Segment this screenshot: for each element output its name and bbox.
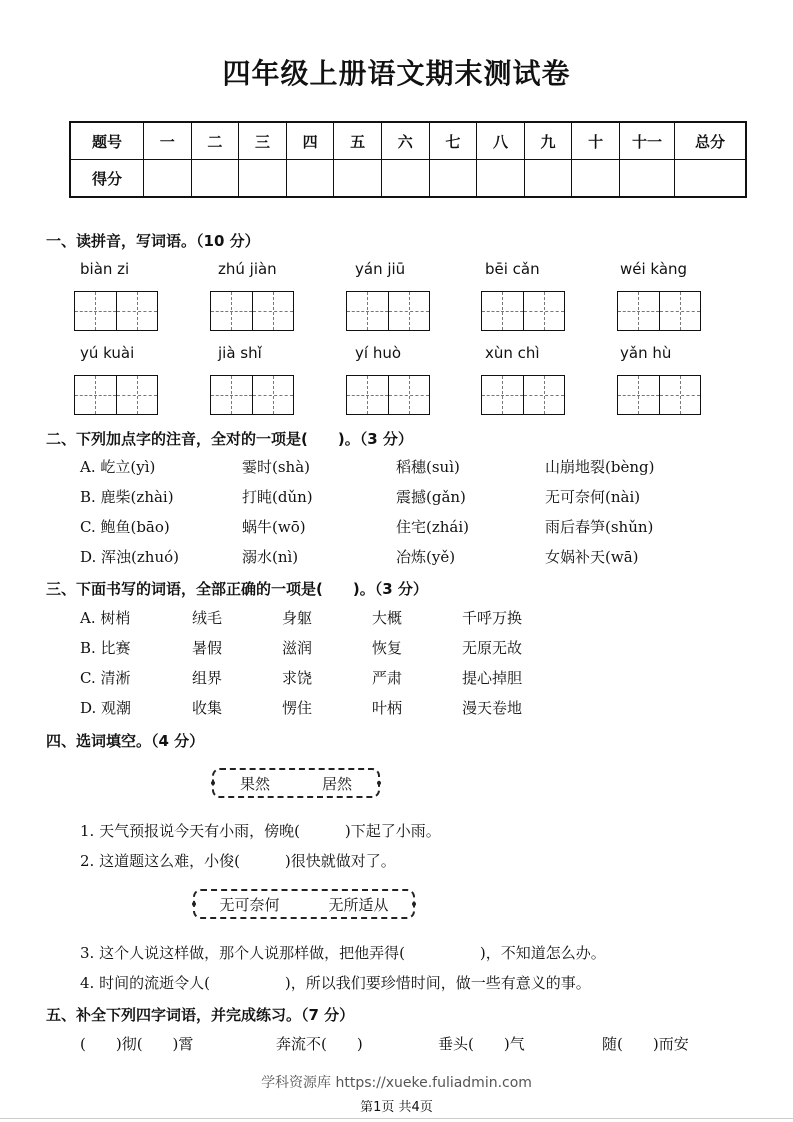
score-column: 八 [477, 122, 525, 160]
word-choice: 居然 [321, 774, 352, 793]
option-item: 女娲补天(wā) [545, 548, 639, 566]
score-row-label: 得分 [70, 160, 144, 198]
tianzige-box[interactable] [617, 291, 701, 331]
score-cell[interactable] [620, 160, 675, 198]
option-row [0, 607, 793, 631]
word-choice: 无可奈何 [219, 895, 280, 914]
page-number: 第1页 共4页 [360, 1100, 433, 1115]
option-item: D. 观潮 [80, 699, 132, 717]
pinyin-label: bēi cǎn [485, 260, 540, 278]
pinyin-label: yán jiū [355, 260, 406, 278]
score-column: 六 [381, 122, 429, 160]
score-column-total: 总分 [675, 122, 747, 160]
option-item: 暑假 [192, 639, 223, 657]
score-cell[interactable] [144, 160, 192, 198]
idiom-item: 随( )而安 [602, 1035, 689, 1053]
option-item: 震撼(gǎn) [396, 488, 466, 506]
score-cell[interactable] [334, 160, 382, 198]
option-item: 求饶 [282, 669, 313, 687]
option-item: 严肃 [372, 669, 403, 687]
option-item: D. 浑浊(zhuó) [80, 548, 179, 566]
option-item: 绒毛 [192, 609, 223, 627]
option-item: 蜗牛(wō) [242, 518, 306, 536]
score-column: 十一 [620, 122, 675, 160]
score-column: 十 [572, 122, 620, 160]
option-item: 组界 [192, 669, 223, 687]
idiom-item: ( )彻( )霄 [80, 1035, 194, 1053]
score-cell[interactable] [675, 160, 747, 198]
footer-divider [0, 1118, 793, 1119]
score-table-score-row [70, 160, 746, 198]
option-item: 冶炼(yě) [396, 548, 456, 566]
option-item: 漫天卷地 [462, 699, 523, 717]
pinyin-label: zhú jiàn [218, 260, 277, 278]
option-item: 山崩地裂(bèng) [545, 458, 655, 476]
tianzige-box[interactable] [210, 375, 294, 415]
option-row [0, 637, 793, 661]
section2-heading: 二、下列加点字的注音，全对的一项是( )。（3 分） [46, 430, 413, 448]
section5-heading: 五、补全下列四字词语，并完成练习。（7 分） [46, 1006, 355, 1024]
word-choice-box [212, 768, 380, 798]
option-row [0, 667, 793, 691]
score-column: 五 [334, 122, 382, 160]
pinyin-label: yǎn hù [620, 344, 672, 362]
option-item: 大概 [372, 609, 403, 627]
tianzige-box[interactable] [346, 375, 430, 415]
score-column: 一 [144, 122, 192, 160]
option-item: 霎时(shà) [242, 458, 311, 476]
option-item: 打盹(dǔn) [242, 488, 313, 506]
score-cell[interactable] [286, 160, 334, 198]
option-item: 叶柄 [372, 699, 403, 717]
score-column: 二 [191, 122, 239, 160]
option-item: 无原无故 [462, 639, 523, 657]
option-item: 愣住 [282, 699, 313, 717]
idiom-item: 垂头( )气 [438, 1035, 525, 1053]
question-1: 1. 天气预报说今天有小雨，傍晚( )下起了小雨。 [80, 822, 441, 840]
option-row [0, 697, 793, 721]
option-item: B. 比赛 [80, 639, 131, 657]
question-2: 2. 这道题这么难，小俊( )很快就做对了。 [80, 852, 396, 870]
score-column: 七 [429, 122, 477, 160]
pinyin-label: wéi kàng [620, 260, 688, 278]
option-item: C. 清淅 [80, 669, 131, 687]
option-item: A. 屹立(yì) [80, 458, 156, 476]
score-cell[interactable] [239, 160, 287, 198]
score-cell[interactable] [429, 160, 477, 198]
option-item: 稻穗(suì) [396, 458, 460, 476]
option-row [0, 456, 793, 480]
score-cell[interactable] [381, 160, 429, 198]
option-item: 恢复 [372, 639, 403, 657]
option-row [0, 546, 793, 570]
word-choice-box [193, 889, 415, 919]
option-item: C. 鲍鱼(bāo) [80, 518, 170, 536]
option-item: 无可奈何(nài) [545, 488, 641, 506]
option-item: 溺水(nì) [242, 548, 299, 566]
section4-heading: 四、选词填空。（4 分） [46, 732, 205, 750]
option-item: 身躯 [282, 609, 313, 627]
pinyin-label: biàn zi [80, 260, 130, 278]
pinyin-label: yú kuài [80, 344, 135, 362]
score-cell[interactable] [191, 160, 239, 198]
option-row [0, 486, 793, 510]
tianzige-box[interactable] [481, 375, 565, 415]
option-item: B. 鹿柴(zhài) [80, 488, 174, 506]
tianzige-box[interactable] [481, 291, 565, 331]
question-3: 3. 这个人说这样做，那个人说那样做，把他弄得( )，不知道怎么办。 [80, 944, 606, 962]
score-column: 四 [286, 122, 334, 160]
idiom-row [0, 1033, 793, 1057]
tianzige-box[interactable] [74, 375, 158, 415]
option-row [0, 516, 793, 540]
option-item: 滋润 [282, 639, 313, 657]
tianzige-box[interactable] [74, 291, 158, 331]
tianzige-box[interactable] [617, 375, 701, 415]
option-item: 提心掉胆 [462, 669, 523, 687]
tianzige-box[interactable] [210, 291, 294, 331]
score-header-label: 题号 [70, 122, 144, 160]
section3-heading: 三、下面书写的词语，全部正确的一项是( )。（3 分） [46, 580, 428, 598]
pinyin-label: yí huò [355, 344, 402, 362]
word-choice: 果然 [239, 774, 270, 793]
pinyin-label: jià shǐ [218, 344, 262, 362]
question-4: 4. 时间的流逝令人( )，所以我们要珍惜时间，做一些有意义的事。 [80, 974, 591, 992]
idiom-item: 奔流不( ) [276, 1035, 363, 1053]
tianzige-box[interactable] [346, 291, 430, 331]
score-table-header-row [70, 122, 746, 160]
option-item: 雨后春笋(shǔn) [545, 518, 654, 536]
score-cell[interactable] [524, 160, 572, 198]
score-cell[interactable] [572, 160, 620, 198]
option-item: A. 树梢 [80, 609, 131, 627]
score-column: 三 [239, 122, 287, 160]
option-item: 千呼万换 [462, 609, 523, 627]
option-item: 住宅(zhái) [396, 518, 470, 536]
word-choice: 无所适从 [328, 895, 389, 914]
score-table [69, 121, 747, 198]
score-cell[interactable] [477, 160, 525, 198]
section1-heading: 一、读拼音，写词语。（10 分） [46, 232, 260, 250]
pinyin-label: xùn chì [485, 344, 540, 362]
footer-source: 学科资源库 https://xueke.fuliadmin.com [261, 1075, 532, 1091]
option-item: 收集 [192, 699, 223, 717]
page-title: 四年级上册语文期末测试卷 [222, 57, 571, 90]
score-column: 九 [524, 122, 572, 160]
